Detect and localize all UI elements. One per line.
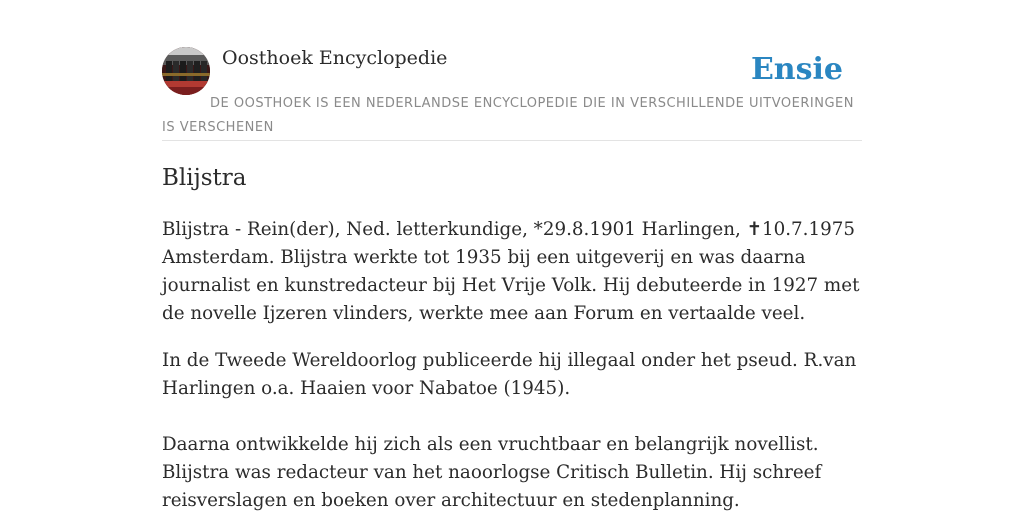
article-paragraph-1: Blijstra - Rein(der), Ned. letterkundige, *29.8.1901 Harlingen, ✝10.7.1975 Amsterdam. Blijstra werkte tot 1935 bij een uitgeverij en was daarna journalist en kunstredacteur bij Het Vrije Volk. Hij debuteerde in 1927 met de novelle Ijzeren vlinders, werkte mee aan Forum en vertaalde veel.	[162, 219, 860, 324]
site-header	[162, 46, 862, 141]
encyclopedia-books-icon[interactable]	[162, 47, 210, 95]
article-paragraph-3: Daarna ontwikkelde hij zich als een vruchtbaar en belangrijk novellist. Blijstra was redacteur van het naoorlogse Critisch Bulletin. Hij schreef reisverslagen en boeken over architectuur en stedenplanning.	[162, 434, 822, 511]
ensie-logo-link[interactable]: Ensie	[750, 52, 843, 87]
article-title: Blijstra	[162, 165, 247, 191]
site-title[interactable]: Oosthoek Encyclopedie	[222, 47, 448, 69]
article-paragraph-2: In de Tweede Wereldoorlog publiceerde hij illegaal onder het pseud. R.van Harlingen o.a. Haaien voor Nabatoe (1945).	[162, 350, 857, 399]
article	[162, 162, 867, 512]
site-tagline: DE OOSTHOEK IS EEN NEDERLANDSE ENCYCLOPEDIE DIE IN VERSCHILLENDE UITVOERINGEN IS VERSCHENEN	[162, 96, 854, 135]
